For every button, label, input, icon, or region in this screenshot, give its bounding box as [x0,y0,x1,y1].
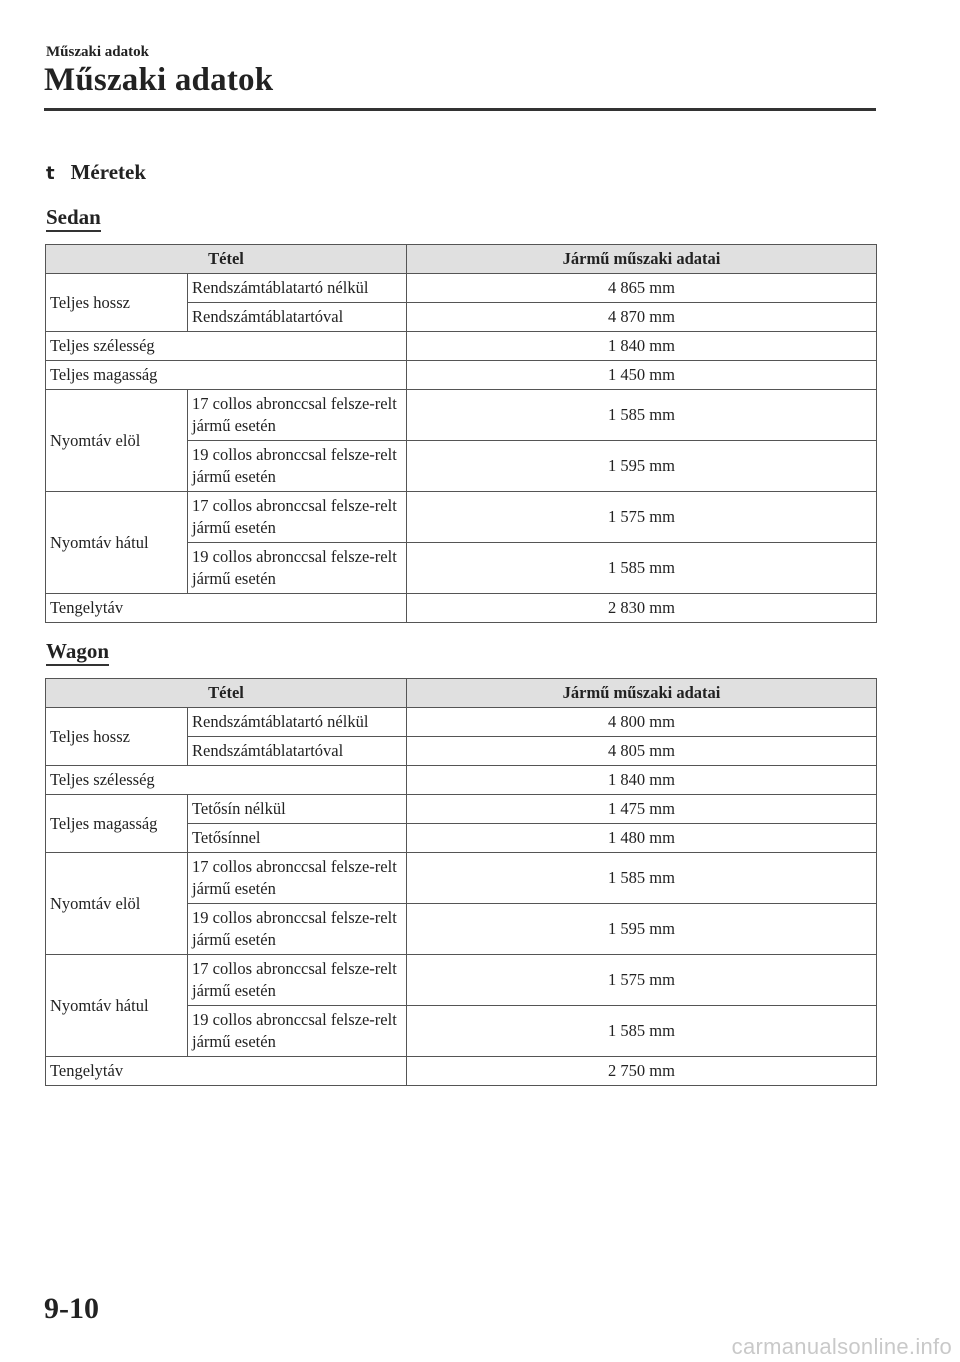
table-row [46,795,877,824]
table-row [46,766,877,795]
row-label: Nyomtáv elöl [46,853,188,955]
row-sublabel: 17 collos abronccsal felsze-relt jármű esetén [188,390,407,441]
section-title: Méretek [70,160,147,184]
column-header-item: Tétel [46,679,407,708]
table-row [46,274,877,303]
row-value: 4 870 mm [407,303,877,332]
table-row [46,390,877,441]
row-value: 4 805 mm [407,737,877,766]
row-value: 1 475 mm [407,795,877,824]
table-row [46,853,877,904]
row-value: 2 750 mm [407,1057,877,1086]
sedan-heading: Sedan [46,205,101,232]
row-label: Teljes szélesség [46,332,407,361]
row-label: Teljes szélesség [46,766,407,795]
table-row [46,708,877,737]
row-label: Tengelytáv [46,594,407,623]
row-sublabel: 17 collos abronccsal felsze-relt jármű esetén [188,853,407,904]
table-row [46,1057,877,1086]
row-value: 1 840 mm [407,332,877,361]
row-label: Teljes magasság [46,795,188,853]
table-header-row [46,245,877,274]
sedan-table [45,244,877,623]
column-header-item: Tétel [46,245,407,274]
row-sublabel: Tetősín nélkül [188,795,407,824]
row-sublabel: 19 collos abronccsal felsze-relt jármű esetén [188,904,407,955]
row-sublabel: Rendszámtáblatartóval [188,737,407,766]
row-value: 1 575 mm [407,492,877,543]
row-sublabel: 19 collos abronccsal felsze-relt jármű esetén [188,543,407,594]
row-sublabel: 19 collos abronccsal felsze-relt jármű esetén [188,441,407,492]
page-title: Műszaki adatok [44,62,274,98]
row-label: Teljes magasság [46,361,407,390]
row-value: 1 450 mm [407,361,877,390]
row-sublabel: 19 collos abronccsal felsze-relt jármű esetén [188,1006,407,1057]
row-label: Nyomtáv elöl [46,390,188,492]
table-row [46,492,877,543]
title-rule [44,108,876,111]
page-number: 9-10 [44,1292,99,1325]
row-value: 1 480 mm [407,824,877,853]
row-label: Nyomtáv hátul [46,955,188,1057]
section-heading [46,160,146,185]
row-label: Nyomtáv hátul [46,492,188,594]
row-sublabel: 17 collos abronccsal felsze-relt jármű esetén [188,492,407,543]
table-row [46,594,877,623]
row-value: 1 595 mm [407,904,877,955]
row-sublabel: Rendszámtáblatartó nélkül [188,274,407,303]
row-value: 1 585 mm [407,543,877,594]
wagon-heading: Wagon [46,639,109,666]
row-value: 1 840 mm [407,766,877,795]
running-head: Műszaki adatok [46,44,149,60]
row-sublabel: Rendszámtáblatartó nélkül [188,708,407,737]
wagon-table [45,678,877,1086]
row-sublabel: 17 collos abronccsal felsze-relt jármű esetén [188,955,407,1006]
watermark-link[interactable]: carmanualsonline.info [731,1334,952,1359]
row-value: 1 585 mm [407,853,877,904]
row-value: 1 585 mm [407,390,877,441]
table-row [46,361,877,390]
row-label: Teljes hossz [46,274,188,332]
row-sublabel: Rendszámtáblatartóval [188,303,407,332]
row-value: 4 865 mm [407,274,877,303]
table-header-row [46,679,877,708]
row-value: 1 595 mm [407,441,877,492]
row-value: 4 800 mm [407,708,877,737]
row-label: Teljes hossz [46,708,188,766]
row-value: 1 585 mm [407,1006,877,1057]
column-header-spec: Jármű műszaki adatai [407,679,877,708]
row-sublabel: Tetősínnel [188,824,407,853]
table-row [46,332,877,361]
row-label: Tengelytáv [46,1057,407,1086]
row-value: 1 575 mm [407,955,877,1006]
column-header-spec: Jármű műszaki adatai [407,245,877,274]
row-value: 2 830 mm [407,594,877,623]
table-row [46,955,877,1006]
section-marker-icon: t [46,163,55,184]
